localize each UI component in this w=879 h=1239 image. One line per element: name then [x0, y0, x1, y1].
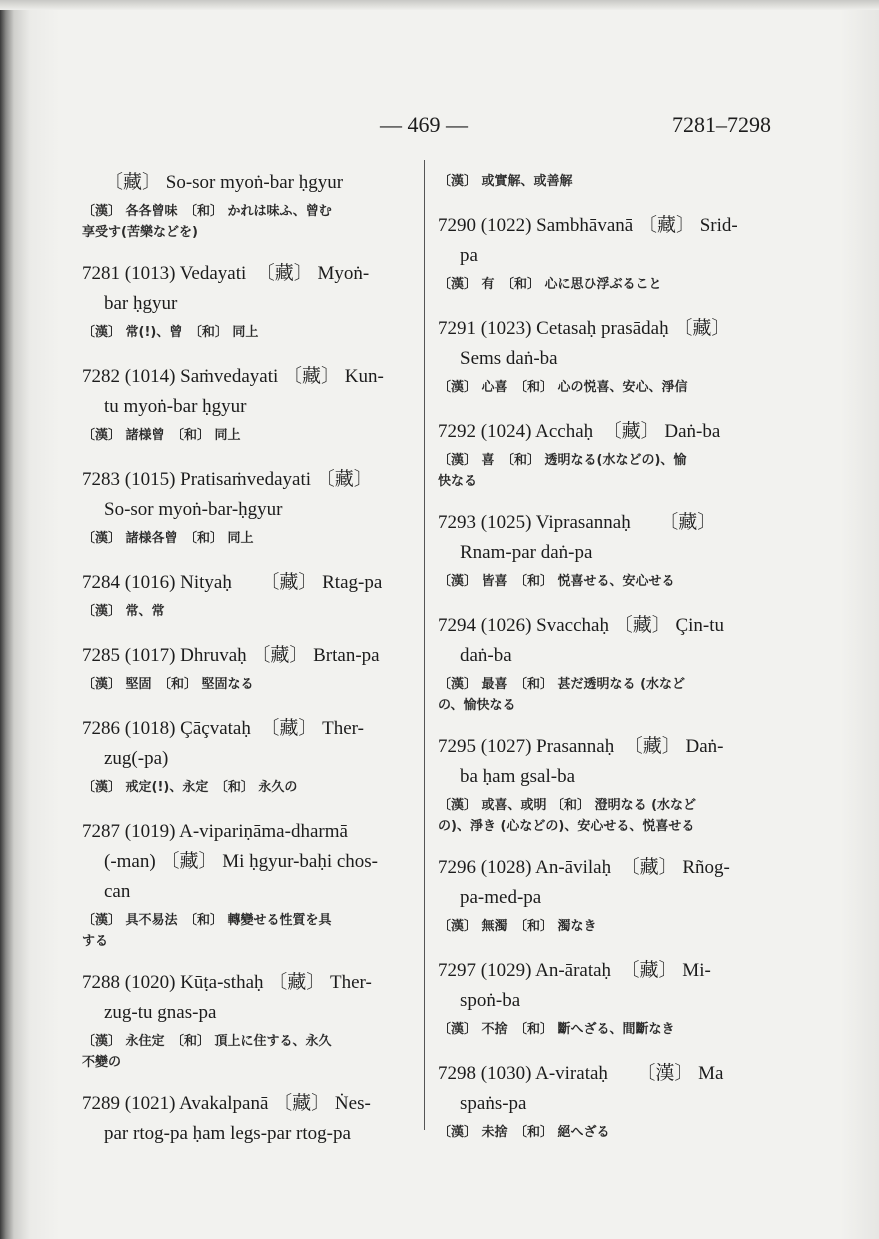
right-column: [438, 168, 770, 1162]
entry-continuation: pa-med-pa: [460, 887, 542, 908]
dictionary-entry: [438, 611, 770, 717]
entry-translation: 〔漢〕 皆喜 〔和〕 悦喜せる、安心せる: [438, 574, 675, 589]
entry-translation: 快なる: [438, 474, 478, 489]
entry-headword: 7293 (1025) Viprasannaḥ 〔藏〕: [438, 512, 717, 533]
dictionary-entry: [82, 1089, 414, 1149]
dictionary-entry: [438, 853, 770, 941]
entry-translation: 〔漢〕 有 〔和〕 心に思ひ浮ぶること: [438, 277, 662, 292]
entry-headword: 7291 (1023) Cetasaḥ prasādaḥ 〔藏〕: [438, 318, 731, 339]
entry-continuation: zug(-pa): [104, 748, 169, 769]
left-column: [82, 168, 414, 1164]
scan-top-edge: [0, 0, 879, 10]
entry-continuation: Rnam-par daṅ-pa: [460, 542, 593, 563]
entry-continuation: Sems daṅ-ba: [460, 348, 558, 369]
entry-headword: 〔藏〕 So-sor myoṅ-bar ḥgyur: [104, 172, 344, 193]
entry-translation: 〔漢〕 戒定(!)、永定 〔和〕 永久の: [82, 780, 298, 795]
dictionary-entry: [438, 314, 770, 402]
dictionary-entry: [82, 465, 414, 553]
entry-headword: 7284 (1016) Nityaḥ 〔藏〕 Rtag-pa: [82, 572, 383, 593]
entry-translation: 〔漢〕 諸様曾 〔和〕 同上: [82, 428, 241, 443]
entry-translation: 〔漢〕 具不易法 〔和〕 轉變せる性質を具: [82, 913, 332, 928]
entry-headword: 7283 (1015) Pratisaṁvedayati 〔藏〕: [82, 469, 373, 490]
entry-headword: 7295 (1027) Prasannaḥ 〔藏〕 Daṅ-: [438, 736, 724, 757]
dictionary-entry: [82, 362, 414, 450]
entry-translation: する: [82, 934, 109, 949]
entry-continuation: So-sor myoṅ-bar-ḥgyur: [104, 499, 283, 520]
entry-range: 7281–7298: [672, 112, 771, 137]
entry-translation: 不變の: [82, 1055, 122, 1070]
entry-headword: 7281 (1013) Vedayati 〔藏〕 Myoṅ-: [82, 263, 370, 284]
entry-continuation: ba ḥam gsal-ba: [460, 766, 576, 787]
dictionary-entry: [82, 641, 414, 699]
entry-headword: 7292 (1024) Acchaḥ 〔藏〕 Daṅ-ba: [438, 421, 721, 442]
entry-translation: 〔漢〕 常(!)、曾 〔和〕 同上: [82, 325, 259, 340]
entry-headword: 7288 (1020) Kūṭa-sthaḥ 〔藏〕 Ther-: [82, 972, 372, 993]
entry-translation: 〔漢〕 或喜、或明 〔和〕 澄明なる (水など: [438, 798, 697, 813]
dictionary-entry: [438, 732, 770, 838]
dictionary-entry: [438, 956, 770, 1044]
entry-translation: 〔漢〕 喜 〔和〕 透明なる(水などの)、愉: [438, 453, 687, 468]
dictionary-entry: [438, 417, 770, 493]
dictionary-entry: [438, 1059, 770, 1147]
entry-headword: 7282 (1014) Saṁvedayati 〔藏〕 Kun-: [82, 366, 384, 387]
entry-translation: 〔漢〕 永住定 〔和〕 頂上に住する、永久: [82, 1034, 332, 1049]
dictionary-entry: [82, 817, 414, 953]
page-number: — 469 —: [380, 112, 468, 137]
dictionary-entry: [82, 168, 414, 244]
entry-translation: 〔漢〕 或實解、或善解: [438, 174, 573, 189]
entry-headword: 7294 (1026) Svacchaḥ 〔藏〕 Çin-tu: [438, 615, 725, 636]
dictionary-entry: [438, 508, 770, 596]
entry-continuation: (-man) 〔藏〕 Mi ḥgyur-baḥi chos-: [104, 851, 379, 872]
dictionary-entry: [82, 714, 414, 802]
entry-continuation: spoṅ-ba: [460, 990, 521, 1011]
entry-continuation: pa: [460, 245, 478, 266]
entry-headword: 7286 (1018) Çāçvataḥ 〔藏〕 Ther-: [82, 718, 364, 739]
dictionary-entry: [82, 968, 414, 1074]
entry-headword: 7296 (1028) An-āvilaḥ 〔藏〕 Rñog-: [438, 857, 730, 878]
entry-continuation: bar ḥgyur: [104, 293, 178, 314]
entry-continuation: can: [104, 881, 131, 902]
entry-translation: 享受す(苦樂などを): [82, 225, 198, 240]
entry-continuation: tu myoṅ-bar ḥgyur: [104, 396, 247, 417]
entry-translation: の、愉快なる: [438, 698, 516, 713]
entry-translation: 〔漢〕 各各曾味 〔和〕 かれは味ふ、曾む: [82, 204, 332, 219]
entry-headword: 7289 (1021) Avakalpanā 〔藏〕 Ṅes-: [82, 1093, 371, 1114]
entry-translation: 〔漢〕 堅固 〔和〕 堅固なる: [82, 677, 254, 692]
entry-headword: 7290 (1022) Sambhāvanā 〔藏〕 Srid-: [438, 215, 738, 236]
entry-translation: 〔漢〕 最喜 〔和〕 甚だ透明なる (水など: [438, 677, 686, 692]
column-divider: [424, 160, 425, 1130]
dictionary-entry: [438, 211, 770, 299]
entry-headword: 7297 (1029) An-ārataḥ 〔藏〕 Mi-: [438, 960, 711, 981]
dictionary-entry: [82, 568, 414, 626]
entry-continuation: spaṅs-pa: [460, 1093, 527, 1114]
entry-continuation: daṅ-ba: [460, 645, 512, 666]
entry-translation: 〔漢〕 無濁 〔和〕 濁なき: [438, 919, 597, 934]
entry-continuation: zug-tu gnas-pa: [104, 1002, 217, 1023]
entry-headword: 7298 (1030) A-virataḥ 〔漢〕 Ma: [438, 1063, 724, 1084]
entry-continuation: par rtog-pa ḥam legs-par rtog-pa: [104, 1123, 351, 1144]
entry-headword: 7287 (1019) A-vipariṇāma-dharmā: [82, 821, 348, 842]
entry-translation: 〔漢〕 常、常: [82, 604, 165, 619]
entry-translation: 〔漢〕 諸様各曾 〔和〕 同上: [82, 531, 254, 546]
entry-translation: 〔漢〕 心喜 〔和〕 心の悦喜、安心、淨信: [438, 380, 688, 395]
entry-translation: 〔漢〕 未捨 〔和〕 絕へざる: [438, 1125, 610, 1140]
dictionary-entry: [438, 168, 770, 196]
entry-translation: 〔漢〕 不捨 〔和〕 斷へざる、間斷なき: [438, 1022, 675, 1037]
entry-translation: の)、淨き (心などの)、安心せる、悦喜せる: [438, 819, 695, 834]
entry-headword: 7285 (1017) Dhruvaḥ 〔藏〕 Brtan-pa: [82, 645, 380, 666]
dictionary-entry: [82, 259, 414, 347]
